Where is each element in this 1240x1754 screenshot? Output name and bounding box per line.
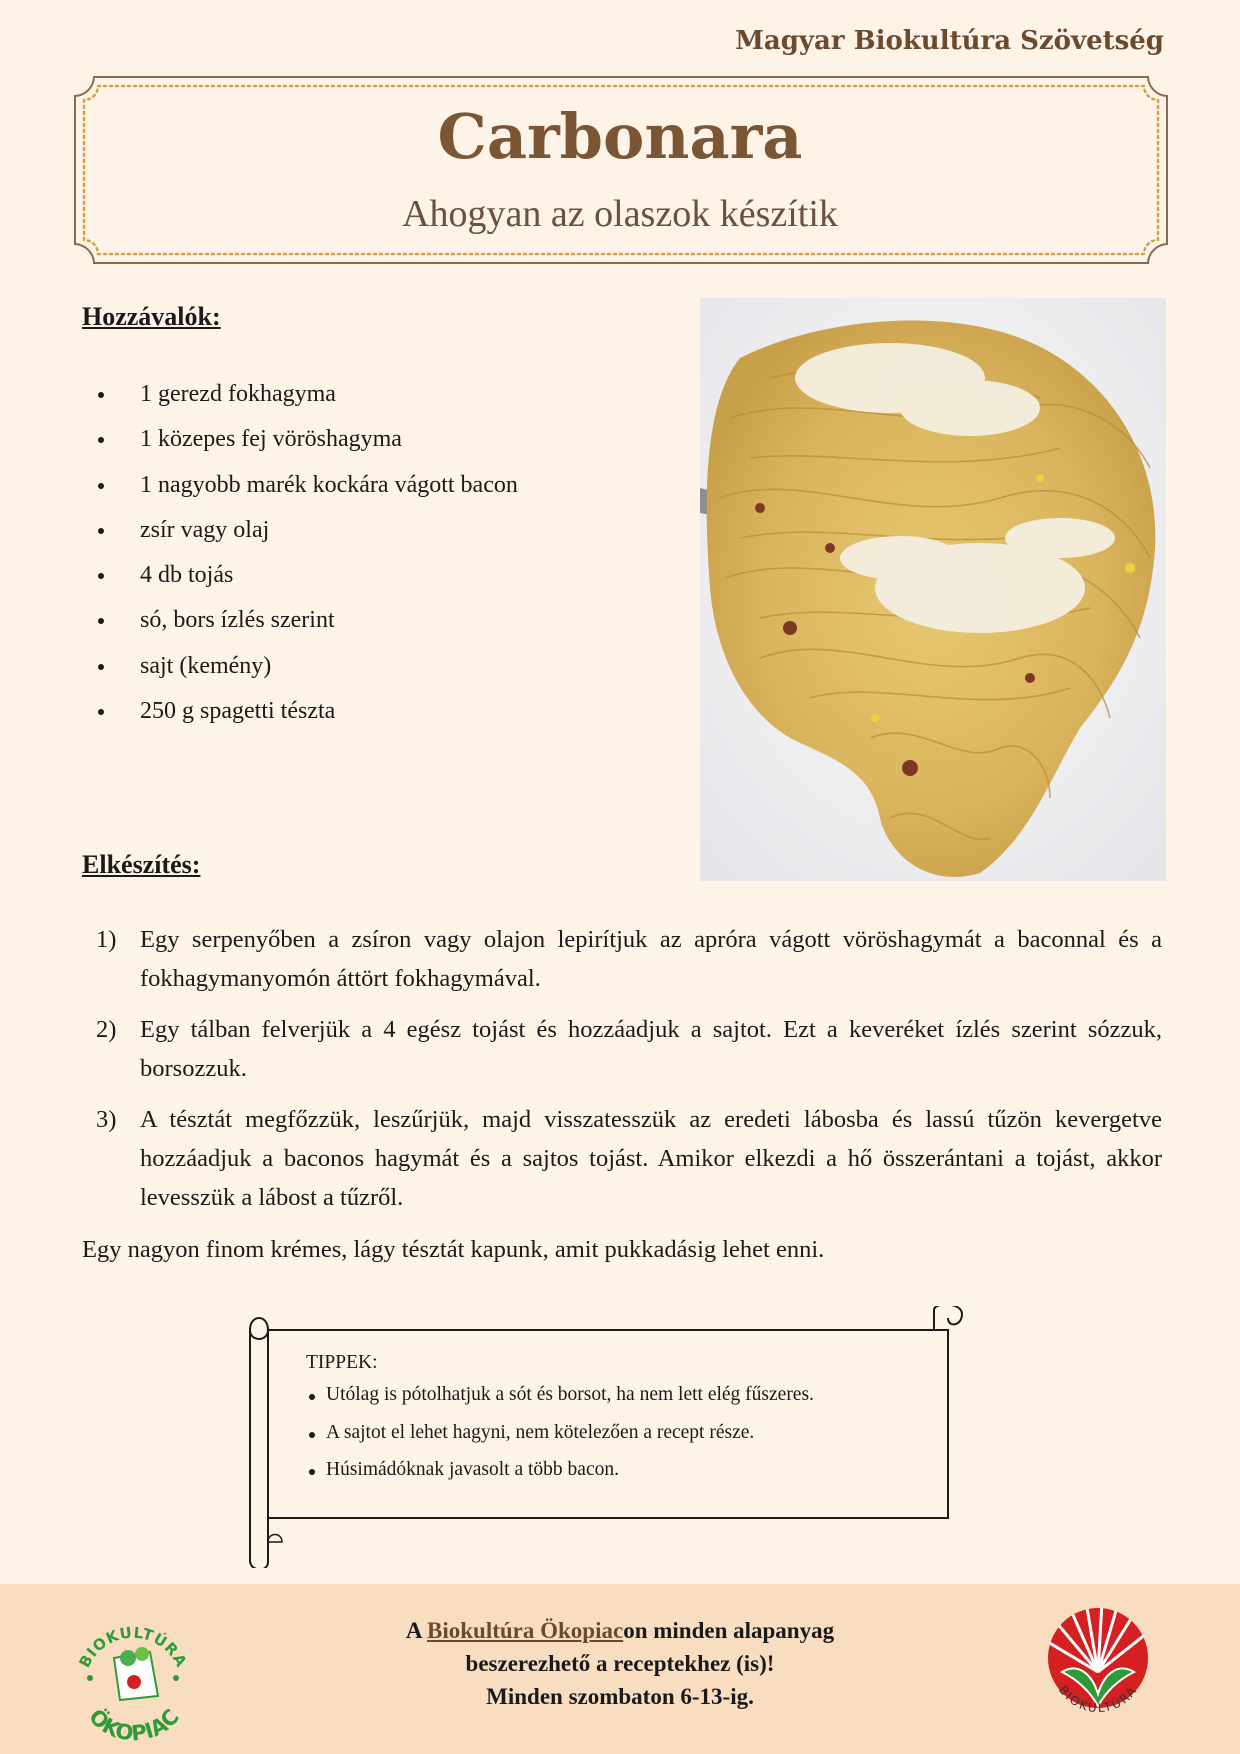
step-item: 1) Egy serpenyőben a zsíron vagy olajon lepirítjuk az apróra vágott vöröshagymát a baconnal és a fokhagymanyomón áttört fokhagymával.: [96, 926, 1162, 992]
tips-box: [306, 1352, 814, 1497]
ingredients-heading: Hozzávalók:: [82, 302, 221, 331]
svg-text:BIOKULTÚRA: BIOKULTÚRA: [1055, 1683, 1141, 1716]
organization-name: Magyar Biokultúra Szövetség: [735, 26, 1164, 56]
footer: [0, 1584, 1240, 1754]
svg-text:BIOKULTÚRA: BIOKULTÚRA: [75, 1623, 191, 1671]
preparation-steps: [96, 920, 1162, 1229]
ingredient-item: 250 g spagetti tészta: [96, 689, 518, 734]
ingredient-item: 4 db tojás: [96, 553, 518, 598]
tip-item: Húsimádóknak javasolt a több bacon.: [306, 1459, 814, 1497]
preparation-heading: Elkészítés:: [82, 850, 201, 879]
ingredient-item: zsír vagy olaj: [96, 508, 518, 553]
step-item: 2) Egy tálban felverjük a 4 egész tojást és hozzáadjuk a sajtot. Ezt a keveréket ízlés szerint sózzuk, borsozzuk.: [96, 1016, 1162, 1082]
ingredients-list: [96, 372, 518, 734]
biokultura-logo: [1042, 1602, 1154, 1736]
ingredient-item: sajt (kemény): [96, 644, 518, 689]
tips-title: TIPPEK:: [306, 1352, 378, 1373]
ingredient-item: 1 gerezd fokhagyma: [96, 372, 518, 417]
step-item: 3) A tésztát megfőzzük, leszűrjük, majd visszatesszük az eredeti lábosba és lassú tűzön kevergetve hozzáadjuk a baconos hagymát és a sajtos tojást. Amikor elkezdi a hő összerántani a tojást, akkor levesszük a lábost a tűzről.: [96, 1106, 1162, 1211]
ingredient-item: 1 közepes fej vöröshagyma: [96, 417, 518, 462]
recipe-subtitle: Ahogyan az olaszok készítik: [402, 193, 838, 235]
tip-item: A sajtot el lehet hagyni, nem kötelezően a recept része.: [306, 1422, 814, 1460]
recipe-title: Carbonara: [437, 100, 803, 173]
ingredient-item: só, bors ízlés szerint: [96, 598, 518, 643]
ingredient-item: 1 nagyobb marék kockára vágott bacon: [96, 463, 518, 508]
tips-list: [306, 1384, 814, 1497]
footer-message: A Biokultúra Ökopiacon minden alapanyag beszerezhető a receptekhez (is)! Minden szombaton 6-13-ig.: [405, 1618, 835, 1709]
svg-text:ÖKOPIAC: ÖKOPIAC: [84, 1704, 184, 1746]
carbonara-photo: [700, 298, 1166, 881]
tip-item: Utólag is pótolhatjuk a sót és borsot, ha nem lett elég fűszeres.: [306, 1384, 814, 1422]
okopiac-link[interactable]: Biokultúra Ökopiac: [427, 1618, 624, 1643]
okopiac-logo: [68, 1596, 198, 1746]
conclusion-text: Egy nagyon finom krémes, lágy tésztát kapunk, amit pukkadásig lehet enni.: [82, 1236, 825, 1263]
